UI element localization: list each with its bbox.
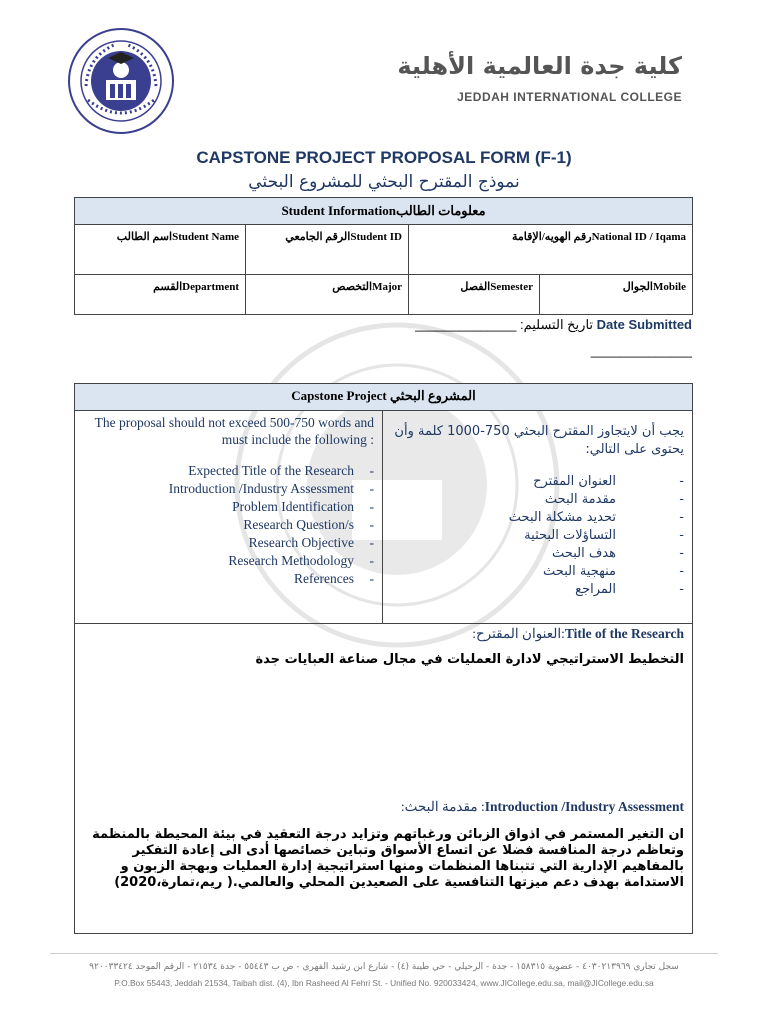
student-name-label: Student Nameاسم الطالب (116, 231, 239, 243)
major-field[interactable] (246, 275, 409, 315)
requirements-arabic (383, 411, 692, 623)
list-item: - منهجية البحث (543, 564, 684, 579)
list-item: - المراجع (575, 582, 684, 597)
list-item: References - (294, 571, 374, 586)
mobile-label: Mobileالجوال (622, 281, 686, 293)
requirements-english (75, 411, 383, 623)
requirements-list-english (81, 462, 374, 588)
list-item: - هدف البحث (552, 546, 684, 561)
footer-address-arabic: سجل تجاري ٤٠٣٠٢١٣٩٦٩ - عضوية ١٥٨٣١٥ - جدة - الرحيلي - حي طيبة (٤) - شارع ابن رشيد الفهري - ص ب ٥٥٤٤٣ - جدة ٢١٥٣٤ - الرقم الموحد ٩٢٠٠٣٣٤٢٤ (89, 962, 679, 972)
department-label: Departmentالقسم (153, 281, 239, 293)
introduction-text: ان التغير المستمر في اذواق الزبائن ورغباتهم وتزايد درجة التعقيد في بيئة المحيطة بالمنظمة وتعاظم درجة المنافسة فضلا عن اتساع الأسواق وتباين خصائصها أدى الى إعادة التفكير بالمفاهيم الإدارية التي تتبناها المنظمات ومنها استراتيجية إدارة العمليات وبهجة الزبون و الاستدامة بهدف دعم ميزتها التنافسية على الصعيدين المحلي والعالمي.( ريم،تمارة،2020) (92, 827, 684, 890)
national-id-field[interactable] (409, 225, 693, 275)
requirements-intro-english: The proposal should not exceed 500-750 words and must include the following : (94, 415, 374, 447)
list-item: Research Objective - (248, 535, 374, 550)
student-name-field[interactable] (75, 225, 246, 275)
form-title: CAPSTONE PROJECT PROPOSAL FORM (F-1) (196, 148, 572, 167)
requirements-list-arabic (391, 473, 684, 599)
date-submitted-label: Date Submitted (596, 317, 692, 332)
list-item: Research Methodology - (228, 553, 374, 568)
student-info-table (74, 197, 693, 315)
list-item: - العنوان المقترح (533, 474, 684, 489)
requirements-intro-arabic: يجب أن لايتجاوز المقترح البحثي 750-1000 كلمة وأن يحتوى على التالي: (394, 424, 684, 457)
student-id-label: Student IDالرقم الجامعي (285, 231, 402, 243)
list-item: Research Question/s - (243, 517, 374, 532)
date-submitted (415, 317, 692, 333)
list-item: - مقدمة البحث (544, 492, 684, 507)
footer-address-english: P.O.Box 55443, Jeddah 21534, Taibah dist. (4), Ibn Rasheed Al Fehri St. - Unified No. 920033424, www.JICollege.edu.sa, mail@JICollege.edu.sa (114, 978, 654, 988)
college-name-arabic: كلية جدة العالمية الأهلية (397, 52, 682, 80)
student-info-header: Student Informationمعلومات الطالب (75, 198, 693, 225)
capstone-project-section (74, 383, 693, 934)
date-submitted-label-arabic: تاريخ التسليم: (519, 317, 594, 332)
semester-label: Semesterالفصل (460, 281, 533, 293)
footer-divider (50, 953, 718, 954)
list-item: - التساؤلات البحثية (524, 528, 684, 543)
date-submitted-blank-2[interactable]: ______________ (590, 343, 692, 358)
college-logo (66, 26, 176, 136)
semester-field[interactable] (409, 275, 540, 315)
list-item: Problem Identification - (232, 499, 374, 514)
introduction-label: Introduction /Industry Assessment: مقدمة البحث: (400, 799, 684, 814)
student-id-field[interactable] (246, 225, 409, 275)
form-subtitle-arabic: نموذج المقترح البحثي للمشروع البحثي (248, 172, 520, 192)
national-id-label: National ID / Iqamaرقم الهويه/الإقامة (512, 231, 686, 243)
major-label: Majorالتخصص (332, 281, 402, 293)
department-field[interactable] (75, 275, 246, 315)
proposal-body[interactable] (75, 624, 692, 934)
list-item: Expected Title of the Research - (188, 463, 374, 478)
college-name-english: JEDDAH INTERNATIONAL COLLEGE (457, 90, 682, 104)
date-submitted-blank[interactable]: ______________ (415, 317, 517, 332)
mobile-field[interactable] (540, 275, 693, 315)
list-item: Introduction /Industry Assessment - (168, 481, 374, 496)
research-title-label: Title of the Research:العنوان المقترح: (472, 626, 684, 641)
capstone-project-header: Capstone Project المشروع البحثي (75, 384, 692, 411)
research-title-value: التخطيط الاستراتيجي لادارة العمليات في مجال صناعة العبايات جدة (255, 652, 684, 667)
list-item: - تحديد مشكلة البحث (508, 510, 684, 525)
